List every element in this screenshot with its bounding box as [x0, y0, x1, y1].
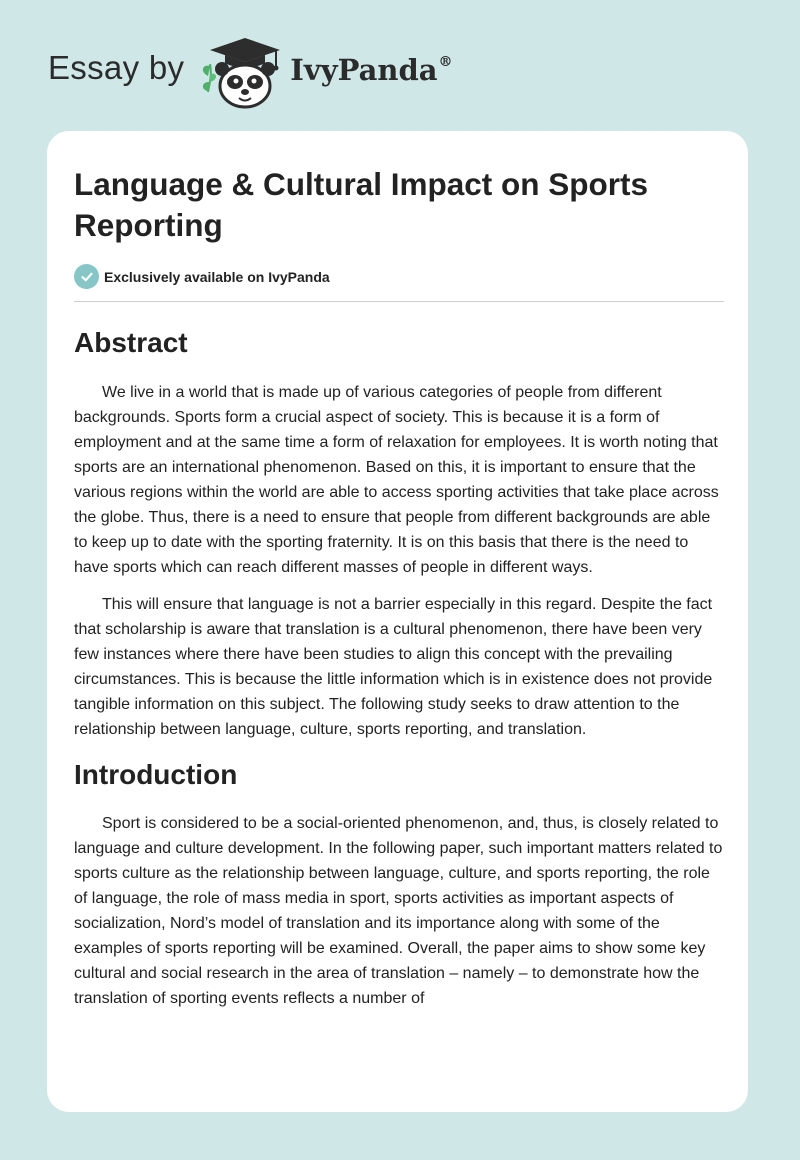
article-card — [47, 131, 748, 1112]
paragraph: This will ensure that language is not a barrier especially in this regard. Despite the fact that scholarship is aware that translation is a cultural phenomenon, there have been very few instances where there have been studies to align this concept with the prevailing circumstances. This is because the little information which is in existence does not provide tangible information on this subject. The following study seeks to draw attention to the relationship between language, culture, sports reporting, and translation. — [74, 596, 713, 738]
site-header — [48, 36, 453, 110]
divider — [74, 301, 724, 302]
registered-mark: ® — [438, 54, 453, 70]
paragraph: We live in a world that is made up of various categories of people from different backgrounds. Sports form a crucial aspect of society. This is because it is a form of employment and at the same time a form of relaxation for employees. It is worth noting that sports are an international phenomenon. Based on this, it is important to ensure that the various regions within the world are able to access sporting activities that take place across the globe. Thus, there is a need to ensure that people from different backgrounds are able to keep up to date with the sporting fraternity. It is on this basis that there is the need to have sports which can reach different masses of people in different ways. — [74, 384, 719, 576]
exclusive-badge-label: Exclusively available on IvyPanda — [104, 268, 330, 285]
exclusive-badge — [74, 264, 724, 289]
section-heading-introduction: Introduction — [74, 759, 238, 790]
essay-by-label: Essay by — [48, 49, 185, 86]
brand-text: IvyPanda — [290, 53, 438, 87]
brand-name — [290, 53, 452, 87]
check-icon — [74, 264, 99, 289]
panda-logo-icon — [198, 36, 288, 110]
page-title: Language & Cultural Impact on Sports Reporting — [74, 166, 649, 243]
article-content — [74, 164, 724, 1011]
leaf-icon — [203, 64, 216, 92]
section-heading-abstract: Abstract — [74, 327, 188, 358]
paragraph: Sport is considered to be a social-oriented phenomenon, and, thus, is closely related to language and culture development. In the following paper, such important matters related to sports culture as the relationship between language, culture, and sports reporting, the role of language, the role of mass media in sport, sports activities as important aspects of socialization, Nord’s model of translation and its importance along with some of the examples of sports reporting will be examined. Overall, the paper aims to show some key cultural and social research in the area of translation – namely – to demonstrate how the translation of sporting events reflects a number of — [74, 815, 723, 1007]
